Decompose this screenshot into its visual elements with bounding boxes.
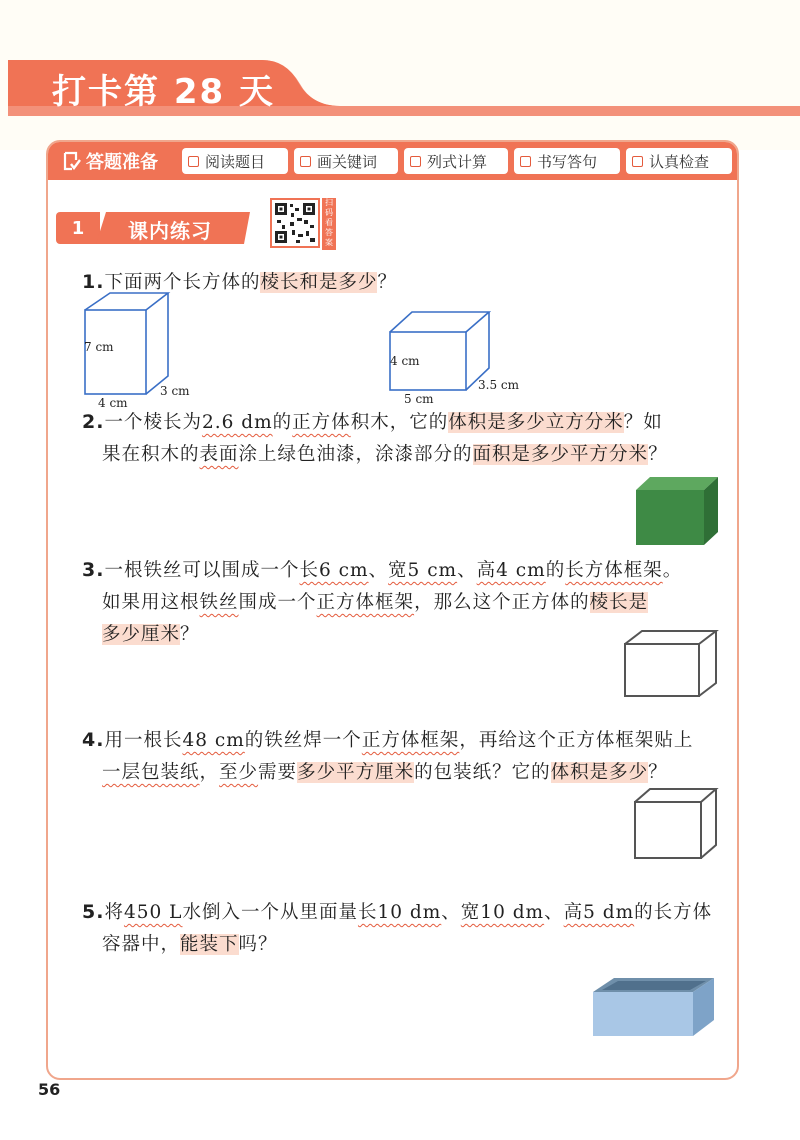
qr-code-icon xyxy=(272,200,318,246)
section-number: 1 xyxy=(56,212,100,244)
title-band xyxy=(0,0,800,150)
question-3-line-1: 3.一根铁丝可以围成一个长6 cm、宽5 cm、高4 cm的长方体框架。 xyxy=(82,559,683,581)
prep-step-mark[interactable]: 画关键词 xyxy=(294,148,398,174)
question-5-line-2: 容器中，能装下吗？ xyxy=(102,934,278,955)
qr-code[interactable] xyxy=(270,198,320,248)
question-1: 1.下面两个长方体的棱长和是多少？ xyxy=(82,271,397,293)
box1-height-label: 7 cm xyxy=(84,340,114,354)
cuboid-frame-figure xyxy=(622,628,722,700)
question-2-line-1: 2.一个棱长为2.6 dm的正方体积木，它的体积是多少立方分米？如 xyxy=(82,411,663,433)
prep-step-calc[interactable]: 列式计算 xyxy=(404,148,508,174)
prep-label xyxy=(62,148,158,174)
qr-caption: 扫码看答案 xyxy=(322,198,336,250)
question-2 xyxy=(82,406,668,471)
question-5-line-1: 5.将450 L水倒入一个从里面量长10 dm、宽10 dm、高5 dm的长方体 xyxy=(82,901,713,923)
box1-width-label: 3 cm xyxy=(160,384,190,398)
page-title: 打卡第 28 天 xyxy=(52,72,275,112)
section-title: 课内练习 xyxy=(96,212,256,244)
question-4-line-1: 4.用一根长48 cm的铁丝焊一个正方体框架，再给这个正方体框架贴上 xyxy=(82,729,694,751)
question-3-line-2: 如果用这根铁丝围成一个正方体框架，那么这个正方体的棱长是 xyxy=(102,592,649,613)
question-3-line-3: 多少厘米？ xyxy=(102,624,200,645)
prep-step-answer[interactable]: 书写答句 xyxy=(514,148,620,174)
checkbox-icon xyxy=(188,156,199,167)
prep-step-read[interactable]: 阅读题目 xyxy=(182,148,288,174)
cube-frame-figure xyxy=(632,786,722,862)
green-cube-figure xyxy=(632,474,724,548)
checkbox-icon xyxy=(520,156,531,167)
box1-length-label: 4 cm xyxy=(98,396,128,410)
box2-height-label: 4 cm xyxy=(390,354,420,368)
question-4-line-2: 一层包装纸，至少需要多少平方厘米的包装纸？它的体积是多少？ xyxy=(102,762,668,783)
question-5 xyxy=(82,896,712,961)
prep-label-text: 答题准备 xyxy=(86,152,158,173)
checkbox-icon xyxy=(410,156,421,167)
prep-step-check[interactable]: 认真检查 xyxy=(626,148,732,174)
box2-width-label: 3.5 cm xyxy=(478,378,519,392)
question-2-line-2: 果在积木的表面涂上绿色油漆，涂漆部分的面积是多少平方分米？ xyxy=(102,444,668,465)
question-3 xyxy=(82,554,682,651)
page-number: 56 xyxy=(38,1080,61,1099)
question-4 xyxy=(82,724,693,789)
box2-length-label: 5 cm xyxy=(404,392,434,406)
checkbox-icon xyxy=(632,156,643,167)
checklist-icon xyxy=(62,151,82,171)
checkbox-icon xyxy=(300,156,311,167)
open-container-figure xyxy=(590,974,720,1038)
